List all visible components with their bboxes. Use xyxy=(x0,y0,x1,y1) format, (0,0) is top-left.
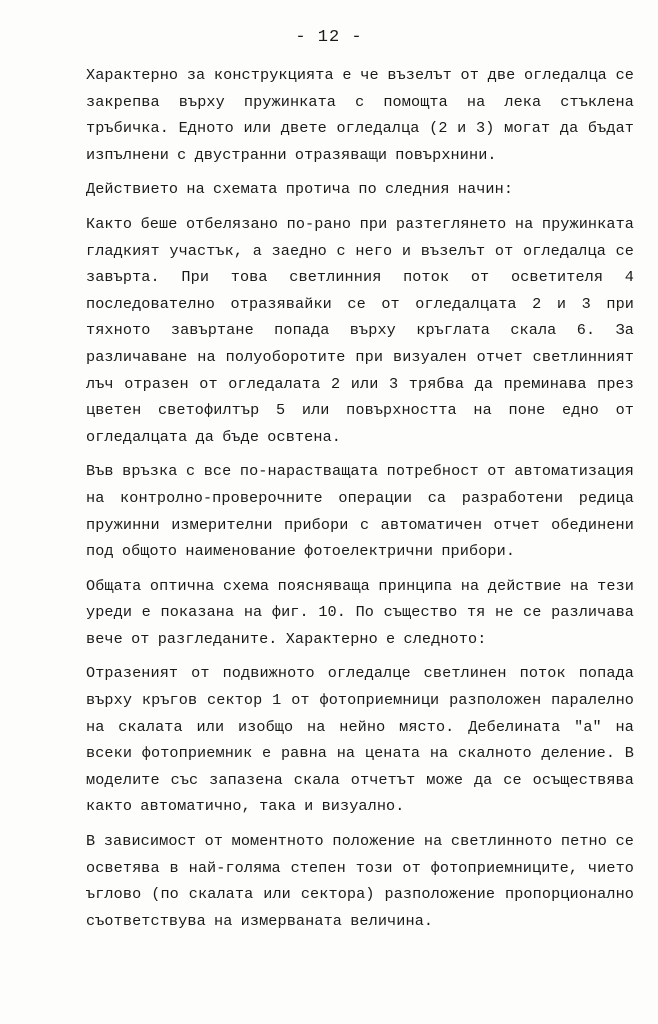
paragraph-4: Във връзка с все по-нарастващата потребност от автоматизация на контролно-проверочните операции са разработени редица пружинни измерителни прибори с автоматичен отчет обединени под общото наименование фотоелектрични прибори. xyxy=(86,462,634,561)
page-number: - 12 - xyxy=(295,28,363,47)
paragraph-7: В зависимост от моментното положение на светлинното петно се осветява в най-голяма степен този от фотоприемниците, чието ъглово (по скалата или сектора) разположение пропорционално съответствува на измерваната величина. xyxy=(86,832,634,930)
paragraph-1: Характерно за конструкцията е че възелът от две огледалца се закрепва върху пружинката с помощта на лека стъклена тръбичка. Едното или двете огледалца (2 и 3) могат да бъдат изпълнени с двустранни отразяващи повърхнини. xyxy=(86,66,634,164)
paragraph-6: Отразеният от подвижното огледалце светлинен поток попада върху кръгов сектор 1 от фотоприемници разположен паралелно на скалата или изобщо на нейно място. Дебелината "а" на всеки фотоприемник е равна на цената на скалното деление. В моделите със запазена скала отчетът може да се осъществява както автоматично, така и визуално. xyxy=(86,664,634,816)
paragraph-5: Общата оптична схема поясняваща принципа на действие на тези уреди е показана на фиг. 10. По същество тя не се различава вече от разгледаните. Характерно е следното: xyxy=(86,576,634,648)
paragraph-2: Действието на схемата протича по следния начин: xyxy=(86,180,514,199)
body-text xyxy=(86,62,634,942)
paragraph-3: Както беше отбелязано по-рано при разтеглянето на пружинката гладкият участък, а заедно с него и възелът от огледалца се завърта. При това светлинния поток от осветителя 4 последователно отразявайки се от огледалцата 2 и 3 при тяхното завъртане попада върху кръглата скала 6. За различаване на полуоборотите при визуален отчет светлинният лъч отразен от огледалата 2 или 3 трябва да преминава през цветен светофилтър 5 или повърхността на поне едно от огледалцата да бъде освтена. xyxy=(86,214,634,446)
